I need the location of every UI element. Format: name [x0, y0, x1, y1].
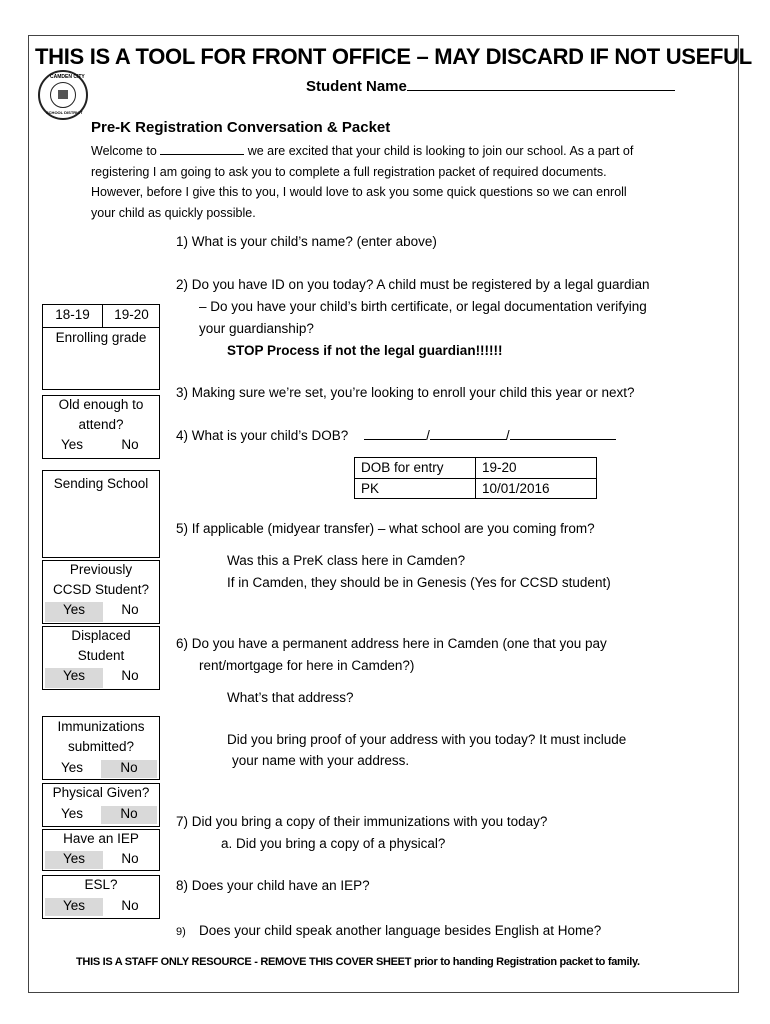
seal-building — [58, 90, 68, 99]
iep-no[interactable]: No — [121, 851, 139, 866]
year-18-19-checkbox[interactable]: 18-19 — [55, 307, 90, 322]
year-19-20-checkbox[interactable]: 19-20 — [114, 307, 149, 322]
question-1: 1) What is your child’s name? (enter above) — [176, 234, 437, 249]
dob-year-blank[interactable] — [510, 427, 616, 440]
previously-yes[interactable]: Yes — [45, 602, 103, 622]
old-enough-box — [42, 395, 160, 459]
iep-label: Have an IEP — [63, 831, 139, 846]
student-name-line[interactable] — [407, 76, 675, 91]
displaced-label-2: Student — [77, 648, 125, 663]
esl-label: ESL? — [84, 877, 118, 892]
seal-top-text: CAMDEN CITY — [50, 74, 85, 80]
immunizations-label-2: submitted? — [67, 739, 135, 754]
question-6-line-2: rent/mortgage for here in Camden?) — [199, 658, 415, 673]
intro-paragraph — [91, 141, 701, 223]
year-row-divider — [43, 327, 159, 328]
immunizations-yes[interactable]: Yes — [60, 760, 84, 775]
previously-no[interactable]: No — [121, 602, 139, 617]
immunizations-no[interactable]: No — [101, 760, 157, 778]
question-2-line-2: – Do you have your child’s birth certificate, or legal documentation verifying — [199, 299, 647, 314]
enrolling-grade-label: Enrolling grade — [55, 330, 147, 345]
old-enough-no[interactable]: No — [121, 437, 139, 452]
question-2-line-1: 2) Do you have ID on you today? A child must be registered by a legal guardian — [176, 277, 650, 292]
esl-no[interactable]: No — [121, 898, 139, 913]
question-3: 3) Making sure we’re set, you’re looking to enroll your child this year or next? — [176, 385, 635, 400]
intro-welcome-rest: we are excited that your child is looking to join our school. As a part of — [247, 144, 634, 158]
question-5-genesis: If in Camden, they should be in Genesis (Yes for CCSD student) — [227, 575, 611, 590]
question-8: 8) Does your child have an IEP? — [176, 878, 370, 893]
previously-ccsd-box — [42, 560, 160, 624]
dob-table-cell: DOB for entry — [361, 460, 444, 475]
dob-day-blank[interactable] — [430, 427, 506, 440]
sending-school-box[interactable] — [42, 470, 160, 558]
intro-line-4: your child as quickly possible. — [91, 205, 256, 220]
question-4-text: 4) What is your child’s DOB? — [176, 428, 349, 443]
physical-no[interactable]: No — [101, 806, 157, 824]
section-title: Pre-K Registration Conversation & Packet — [91, 119, 391, 136]
displaced-student-box — [42, 626, 160, 690]
previously-label-1: Previously — [69, 562, 133, 577]
dob-table-cell: 10/01/2016 — [482, 481, 550, 496]
dob-table — [354, 457, 597, 499]
displaced-no[interactable]: No — [121, 668, 139, 683]
sending-school-label: Sending School — [53, 476, 149, 491]
old-enough-label-2: attend? — [78, 417, 124, 432]
question-6-proof-line-2: your name with your address. — [232, 753, 410, 768]
displaced-yes[interactable]: Yes — [45, 668, 103, 688]
dob-table-cell: 19-20 — [482, 460, 517, 475]
seal-bottom-text: SCHOOL DISTRICT — [46, 110, 83, 115]
dob-month-blank[interactable] — [364, 427, 426, 440]
intro-line-3: However, before I give this to you, I would love to ask you some quick questions so we can enroll — [91, 185, 627, 199]
esl-yes[interactable]: Yes — [45, 898, 103, 916]
page-title: THIS IS A TOOL FOR FRONT OFFICE – MAY DISCARD IF NOT USEFUL — [35, 44, 752, 69]
question-5: 5) If applicable (midyear transfer) – what school are you coming from? — [176, 521, 595, 536]
enrolling-grade-box — [42, 304, 160, 390]
iep-box — [42, 829, 160, 871]
question-4: 4) What is your child’s DOB? / / — [176, 427, 616, 443]
old-enough-label-1: Old enough to — [58, 397, 144, 412]
dob-table-divider-h — [355, 478, 596, 479]
old-enough-yes[interactable]: Yes — [60, 437, 84, 452]
intro-welcome: Welcome to — [91, 144, 157, 158]
question-6-line-1: 6) Do you have a permanent address here in Camden (one that you pay — [176, 636, 607, 651]
seal-inner-ring — [50, 82, 76, 108]
question-7-physical: a. Did you bring a copy of a physical? — [221, 836, 446, 851]
esl-box — [42, 875, 160, 919]
physical-given-box — [42, 783, 160, 827]
previously-label-2: CCSD Student? — [52, 582, 150, 597]
district-seal — [38, 70, 88, 120]
physical-label: Physical Given? — [52, 785, 150, 800]
stop-warning: STOP Process if not the legal guardian!!!!!! — [227, 343, 503, 358]
question-6-address: What’s that address? — [227, 690, 354, 705]
physical-yes[interactable]: Yes — [60, 806, 84, 821]
immunizations-label-1: Immunizations — [57, 719, 145, 734]
displaced-label-1: Displaced — [71, 628, 131, 643]
student-name-label: Student Name — [306, 78, 407, 95]
question-6-proof-line-1: Did you bring proof of your address with you today? It must include — [227, 732, 627, 747]
question-5-prek: Was this a PreK class here in Camden? — [227, 553, 466, 568]
question-2-line-3: your guardianship? — [199, 321, 314, 336]
staff-only-footer: THIS IS A STAFF ONLY RESOURCE - REMOVE THIS COVER SHEET prior to handing Registration packet to family. — [76, 956, 640, 968]
iep-yes[interactable]: Yes — [45, 851, 103, 869]
school-name-blank[interactable] — [160, 142, 244, 155]
intro-line-2: registering I am going to ask you to complete a full registration packet of required documents. — [91, 164, 607, 179]
question-9-number: 9) — [176, 926, 186, 938]
student-name-field[interactable] — [306, 76, 675, 95]
question-7: 7) Did you bring a copy of their immunizations with you today? — [176, 814, 548, 829]
dob-table-cell: PK — [361, 481, 380, 496]
immunizations-box — [42, 716, 160, 780]
question-9: Does your child speak another language besides English at Home? — [199, 923, 602, 938]
